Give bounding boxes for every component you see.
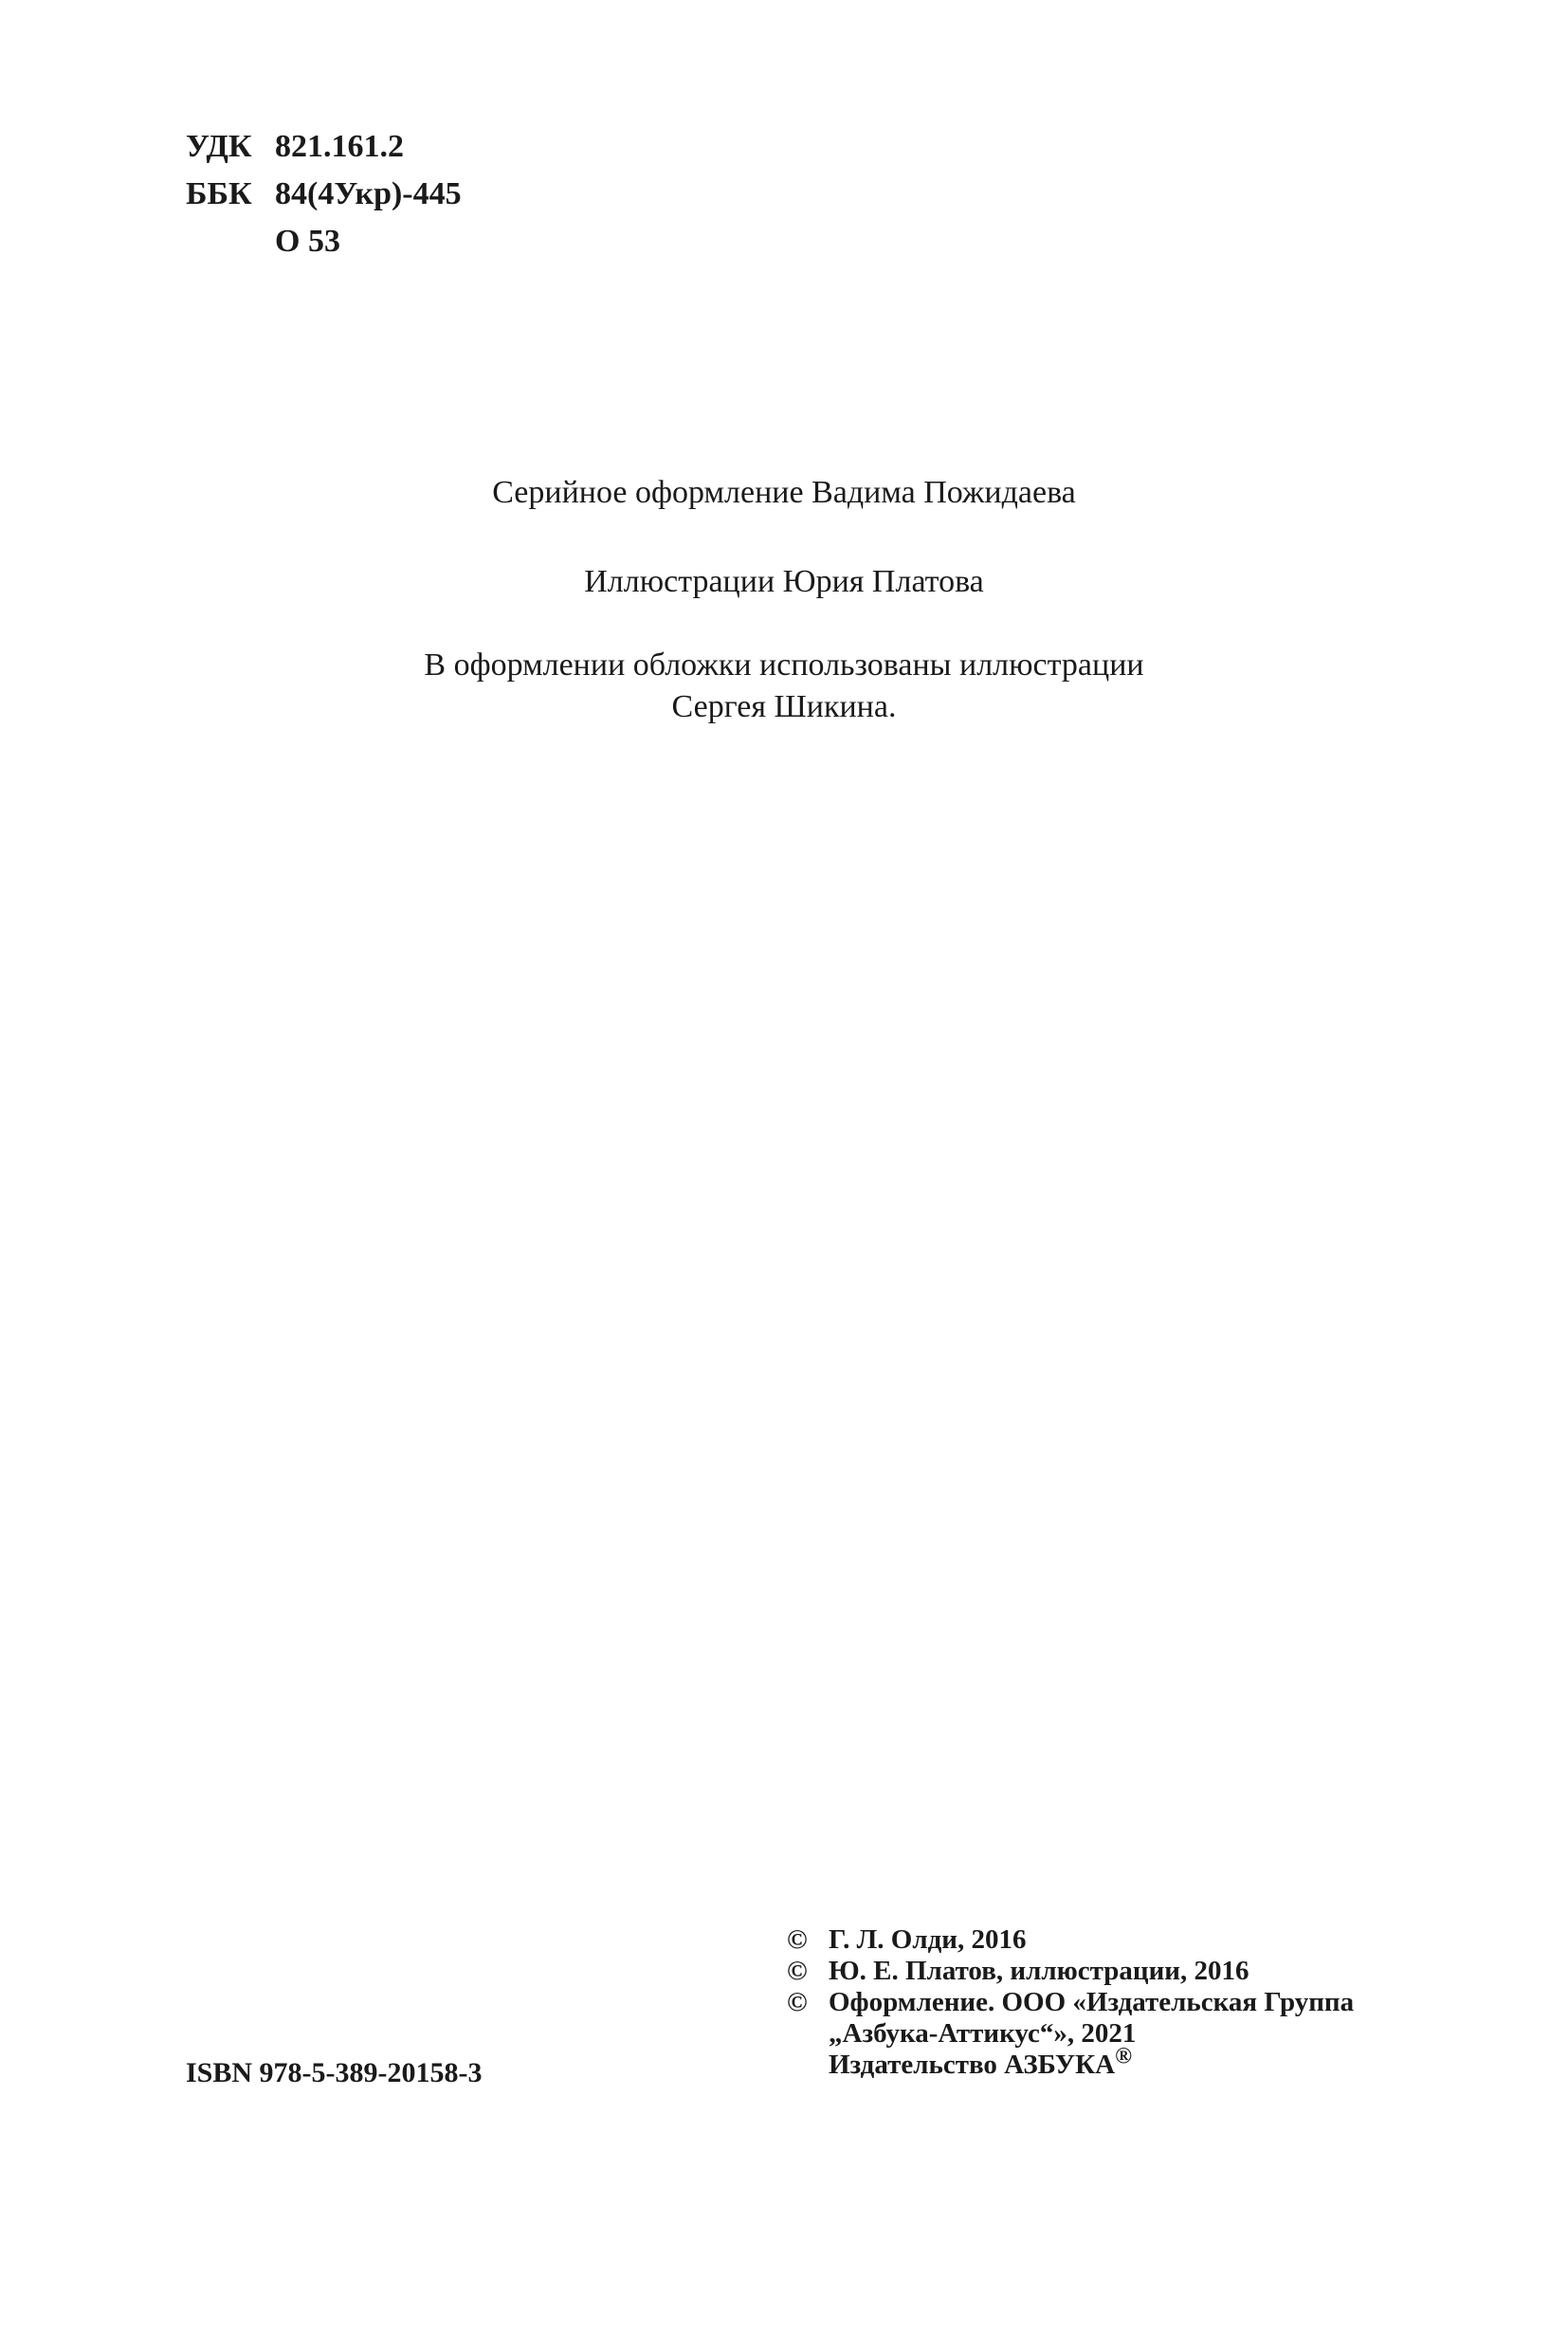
copyright-text: Ю. Е. Платов, иллюстрации, 2016	[829, 1956, 1249, 1986]
copyright-text: „Азбука-Аттикус“», 2021	[829, 2018, 1137, 2049]
copyright-symbol: ©	[787, 1924, 808, 1955]
udk-value: 821.161.2	[275, 129, 404, 164]
copyright-item	[787, 1987, 1354, 2050]
copyright-item	[787, 1956, 1354, 1987]
copyright-text: Г. Л. Олди, 2016	[829, 1924, 1027, 1955]
copyright-text: Оформление. ООО «Издательская Группа	[829, 1987, 1355, 2017]
bbk-label: ББК	[186, 176, 252, 211]
publisher-name: Издательство АЗБУКА	[829, 2050, 1116, 2080]
cover-credit-line-2: Сергея Шикина.	[671, 689, 897, 724]
copyright-symbol: ©	[787, 1987, 808, 2017]
udk-label: УДК	[186, 129, 252, 164]
isbn: ISBN 978-5-389-20158-3	[186, 2057, 483, 2088]
cover-illustrations-credit	[0, 645, 1568, 728]
author-sign: О 53	[275, 224, 340, 259]
copyright-item	[787, 1924, 1354, 1956]
bbk-row	[186, 171, 462, 218]
publisher-line	[787, 2044, 1354, 2081]
illustrations-credit: Иллюстрации Юрия Платова	[584, 564, 984, 599]
cover-credit-line-1: В оформлении обложки использованы иллюстрации	[424, 647, 1144, 683]
classification-block	[186, 123, 462, 265]
bbk-value: 84(4Укр)-445	[275, 176, 462, 211]
udk-row	[186, 123, 462, 171]
series-design-credit: Серийное оформление Вадима Пожидаева	[492, 475, 1076, 510]
author-sign-row	[186, 218, 462, 265]
registered-mark: ®	[1115, 2044, 1133, 2069]
copyright-block	[787, 1924, 1354, 2081]
copyright-symbol: ©	[787, 1956, 808, 1986]
